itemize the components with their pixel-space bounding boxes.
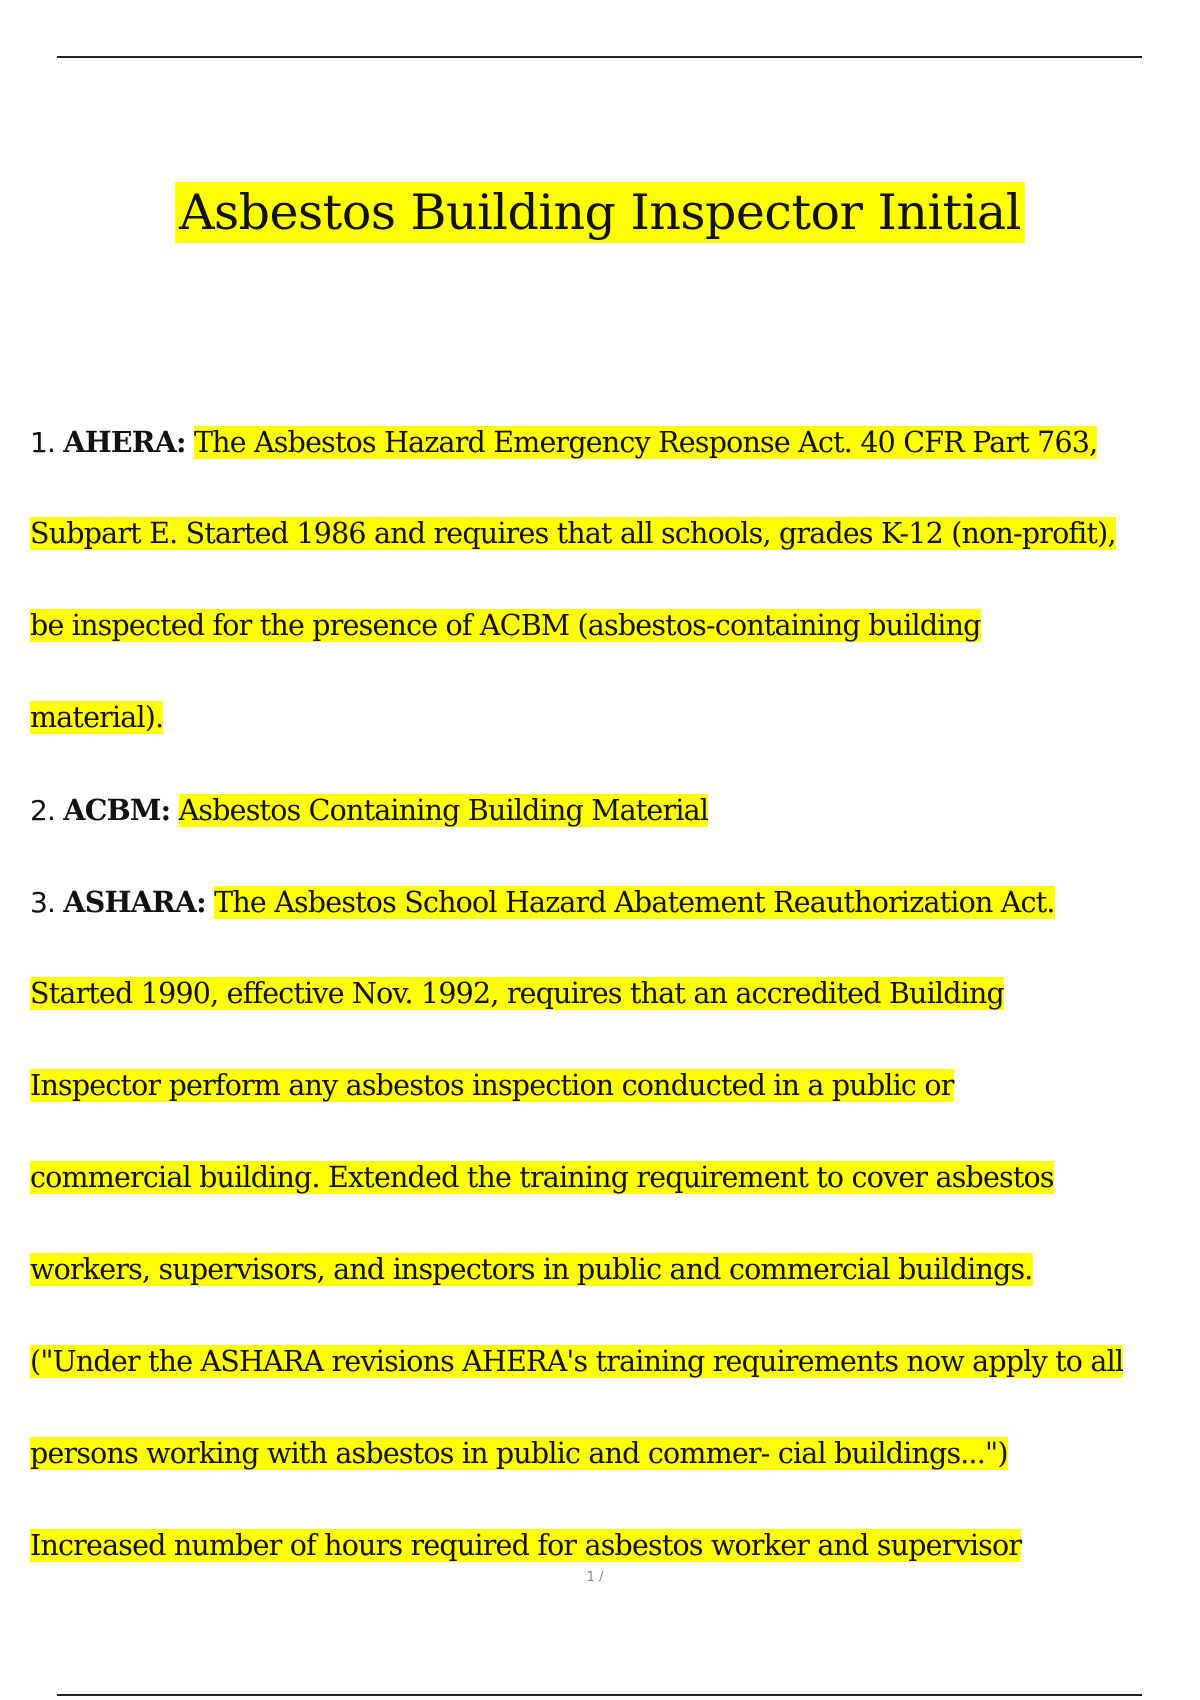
- entry-1-text: Subpart E. Started 1986 and requires that all schools, grades K-12 (non-profit),: [30, 517, 1116, 550]
- entry-3-line-5: [30, 1224, 1170, 1316]
- entry-2-term: ACBM:: [63, 793, 171, 827]
- entry-3-term: ASHARA:: [63, 885, 206, 919]
- entry-3-text: workers, supervisors, and inspectors in public and commercial buildings.: [30, 1253, 1033, 1286]
- entry-2-line-1: [30, 764, 1170, 856]
- entry-1-text: be inspected for the presence of ACBM (asbestos-containing building: [30, 609, 981, 642]
- title-text: Asbestos Building Inspector Initial: [175, 182, 1025, 243]
- entry-1-term: AHERA:: [63, 425, 186, 459]
- entry-3-text: The Asbestos School Hazard Abatement Reauthorization Act.: [214, 886, 1055, 919]
- entry-1-text: material).: [30, 701, 164, 734]
- entry-3-line-4: [30, 1132, 1170, 1224]
- entry-3-line-1: [30, 856, 1170, 948]
- document-title: [0, 178, 1200, 248]
- entry-3-text: Started 1990, effective Nov. 1992, requires that an accredited Building: [30, 977, 1005, 1010]
- entry-1-line-3: [30, 580, 1170, 672]
- entry-2-text: Asbestos Containing Building Material: [178, 794, 709, 827]
- entry-3-text: Increased number of hours required for asbestos worker and supervisor: [30, 1529, 1022, 1562]
- entry-3-line-3: [30, 1040, 1170, 1132]
- entry-3-line-2: [30, 948, 1170, 1040]
- entry-1-line-2: [30, 488, 1170, 580]
- entry-1-line-1: [30, 396, 1170, 488]
- entry-3-text: commercial building. Extended the training requirement to cover asbestos: [30, 1161, 1054, 1194]
- entry-1-text: The Asbestos Hazard Emergency Response Act. 40 CFR Part 763,: [193, 426, 1098, 459]
- entry-2-number: 2.: [30, 794, 56, 827]
- entry-3-text: Inspector perform any asbestos inspection conducted in a public or: [30, 1069, 954, 1102]
- top-rule: [57, 56, 1142, 58]
- entry-3-number: 3.: [30, 886, 56, 919]
- page-number: 1 /: [586, 1570, 604, 1585]
- entry-3-text: ("Under the ASHARA revisions AHERA's training requirements now apply to all: [30, 1345, 1124, 1378]
- bottom-rule: [57, 1694, 1142, 1696]
- entry-1-number: 1.: [30, 426, 56, 459]
- entry-3-text: persons working with asbestos in public and commer- cial buildings..."): [30, 1437, 1008, 1470]
- entry-3-line-7: [30, 1408, 1170, 1500]
- document-body: [30, 396, 1170, 1592]
- entry-3-line-6: [30, 1316, 1170, 1408]
- entry-1-line-4: [30, 672, 1170, 764]
